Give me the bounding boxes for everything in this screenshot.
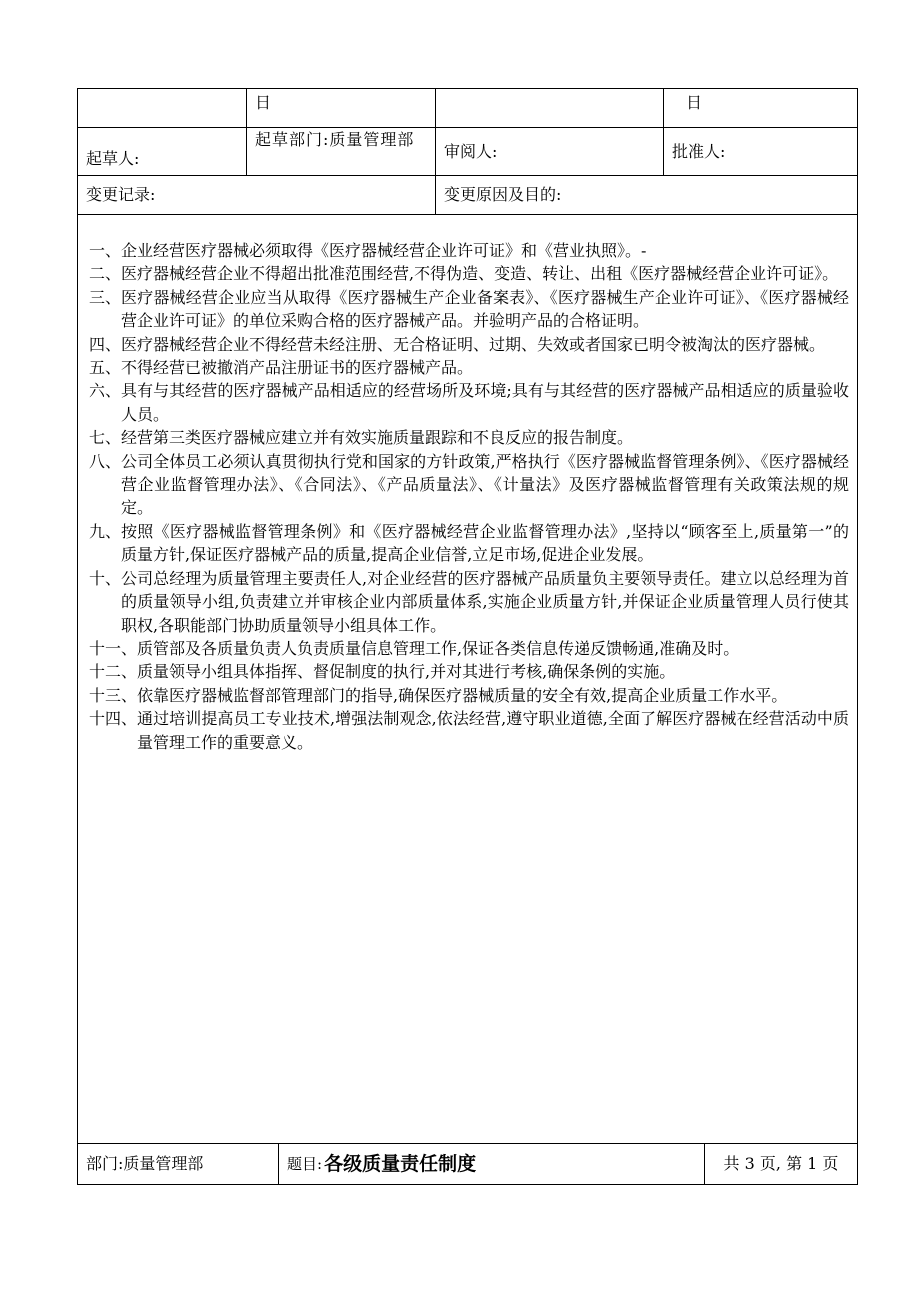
- blank-cell: [78, 89, 247, 127]
- change-reason-label: 变更原因及目的:: [444, 185, 562, 204]
- clause-11: 十一、 质管部及各质量负责人负责质量信息管理工作,保证各类信息传递反馈畅通,准确及时。: [89, 638, 740, 658]
- clause-12: 十二、 质量领导小组具体指挥、督促制度的执行,并对其进行考核,确保条例的实施。: [89, 662, 676, 682]
- page-indicator: 共 3 页, 第 1 页: [723, 1154, 839, 1173]
- change-record-label: 变更记录:: [86, 185, 156, 204]
- date-label-right: 日: [686, 93, 703, 112]
- document-title: 各级质量责任制度: [324, 1153, 477, 1175]
- clause-13: 十三、 依靠医疗器械监督部管理部门的指导,确保医疗器械质量的安全有效,提高企业质量工作水平。: [89, 685, 788, 705]
- footer-page-info: [705, 1144, 857, 1184]
- approver-label: 批准人:: [672, 141, 726, 161]
- approval-row: [78, 128, 857, 176]
- clause-7: 七、 经营第三类医疗器械应建立并有效实施质量跟踪和不良反应的报告制度。: [89, 428, 634, 448]
- footer-subject: [279, 1144, 705, 1184]
- drafting-dept-field: [247, 128, 436, 175]
- date-label-left: 日: [247, 89, 436, 127]
- reviewer-field: [436, 128, 664, 175]
- reviewer-label: 审阅人:: [444, 141, 498, 161]
- clause-8: 八、 公司全体员工必须认真贯彻执行党和国家的方针政策,严格执行《医疗器械监督管理条例》、《医疗器械经营企业监督管理办法》、《合同法》、《产品质量法》、《计量法》及医疗器械监督管理有关政策法规的规定。: [89, 451, 849, 518]
- change-reason-field: [436, 176, 857, 214]
- clause-1: 一、 企业经营医疗器械必须取得《医疗器械经营企业许可证》和《营业执照》。-: [89, 241, 647, 260]
- drafter-label: 起草人:: [86, 149, 140, 168]
- footer-row: [78, 1144, 857, 1184]
- department-label: 部门:质量管理部: [86, 1154, 204, 1173]
- regulation-body: [78, 215, 857, 1144]
- blank-cell: [436, 89, 664, 127]
- clause-6: 六、 具有与其经营的医疗器械产品相适应的经营场所及环境;具有与其经营的医疗器械产品相适应的质量验收人员。: [89, 381, 849, 424]
- date-row: [78, 89, 857, 128]
- approver-field: [664, 128, 857, 175]
- clause-14: 十四、 通过培训提高员工专业技术,增强法制观念,依法经营,遵守职业道德,全面了解医疗器械在经营活动中质量管理工作的重要意义。: [89, 709, 849, 752]
- change-record-field: [78, 176, 436, 214]
- drafting-dept-label: 起草部门:质量管理部: [255, 130, 415, 149]
- clause-9: 九、 按照《医疗器械监督管理条例》和《医疗器械经营企业监督管理办法》,坚持以“顾客至上,质量第一”的质量方针,保证医疗器械产品的质量,提高企业信誉,立足市场,促进企业发展。: [89, 521, 849, 565]
- clause-4: 四、 医疗器械经营企业不得经营未经注册、无合格证明、过期、失效或者国家已明令被淘汰的医疗器械。: [89, 334, 826, 354]
- clause-10: 十、 公司总经理为质量管理主要责任人,对企业经营的医疗器械产品质量负主要领导责任。建立以总经理为首的质量领导小组,负责建立并审核企业内部质量体系,实施企业质量方针,并保证企业质量管理人员行使其职权,各职能部门协助质量领导小组具体工作。: [89, 568, 849, 635]
- clause-5: 五、 不得经营已被撤消产品注册证书的医疗器械产品。: [89, 358, 474, 378]
- clause-2: 二、 医疗器械经营企业不得超出批准范围经营,不得伪造、变造、转让、出租《医疗器械经营企业许可证》。: [89, 264, 839, 284]
- document-form: [77, 88, 858, 1185]
- footer-department: [78, 1144, 279, 1184]
- subject-label: 题目:: [287, 1155, 323, 1173]
- drafter-field: [78, 128, 247, 175]
- change-row: [78, 176, 857, 215]
- clause-3: 三、 医疗器械经营企业应当从取得《医疗器械生产企业备案表》、《医疗器械生产企业许可证》、《医疗器械经营企业许可证》的单位采购合格的医疗器械产品。并验明产品的合格证明。: [89, 287, 849, 331]
